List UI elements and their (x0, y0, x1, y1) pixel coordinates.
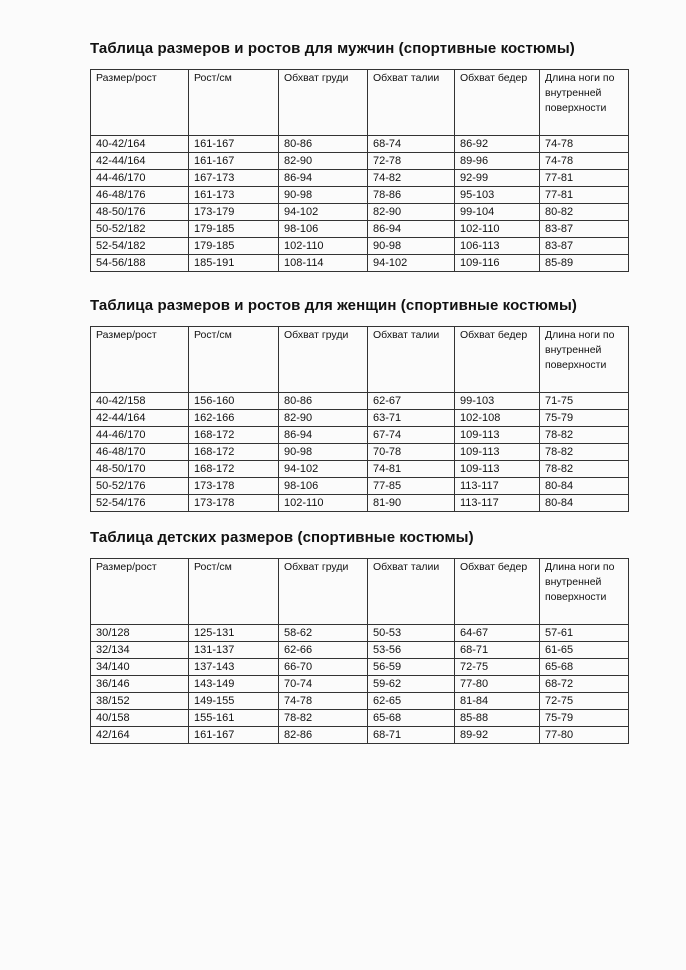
table-row (91, 427, 629, 444)
cell-chest: 90-98 (279, 444, 368, 461)
cell-height: 173-179 (189, 204, 279, 221)
cell-size: 52-54/176 (91, 495, 189, 512)
cell-inseam: 77-81 (540, 187, 629, 204)
cell-height: 162-166 (189, 410, 279, 427)
cell-hips: 109-113 (455, 444, 540, 461)
table-row (91, 642, 629, 659)
header-chest: Обхват груди (279, 70, 368, 136)
cell-waist: 74-81 (368, 461, 455, 478)
cell-size: 42/164 (91, 727, 189, 744)
header-hips: Обхват бедер (455, 327, 540, 393)
cell-hips: 77-80 (455, 676, 540, 693)
cell-size: 40-42/164 (91, 136, 189, 153)
cell-inseam: 80-84 (540, 495, 629, 512)
cell-inseam: 74-78 (540, 153, 629, 170)
cell-size: 48-50/170 (91, 461, 189, 478)
cell-size: 52-54/182 (91, 238, 189, 255)
cell-waist: 81-90 (368, 495, 455, 512)
cell-inseam: 75-79 (540, 410, 629, 427)
header-size: Размер/рост (91, 327, 189, 393)
cell-height: 173-178 (189, 478, 279, 495)
table-header-row (91, 559, 629, 625)
cell-height: 161-167 (189, 153, 279, 170)
cell-height: 161-173 (189, 187, 279, 204)
cell-inseam: 83-87 (540, 238, 629, 255)
cell-chest: 82-90 (279, 153, 368, 170)
cell-hips: 99-104 (455, 204, 540, 221)
cell-chest: 102-110 (279, 238, 368, 255)
cell-size: 44-46/170 (91, 170, 189, 187)
table-row (91, 659, 629, 676)
cell-chest: 108-114 (279, 255, 368, 272)
header-inseam: Длина ноги по внутренней поверхности (540, 70, 629, 136)
header-chest: Обхват груди (279, 559, 368, 625)
cell-height: 155-161 (189, 710, 279, 727)
cell-size: 42-44/164 (91, 153, 189, 170)
cell-chest: 94-102 (279, 461, 368, 478)
table-row (91, 136, 629, 153)
cell-chest: 94-102 (279, 204, 368, 221)
cell-size: 46-48/170 (91, 444, 189, 461)
cell-hips: 106-113 (455, 238, 540, 255)
table-header-row (91, 327, 629, 393)
cell-inseam: 65-68 (540, 659, 629, 676)
header-inseam: Длина ноги по внутренней поверхности (540, 327, 629, 393)
table-row (91, 153, 629, 170)
cell-chest: 82-90 (279, 410, 368, 427)
cell-waist: 78-86 (368, 187, 455, 204)
cell-hips: 102-110 (455, 221, 540, 238)
cell-waist: 59-62 (368, 676, 455, 693)
cell-size: 40/158 (91, 710, 189, 727)
header-waist: Обхват талии (368, 327, 455, 393)
cell-height: 156-160 (189, 393, 279, 410)
table-row (91, 461, 629, 478)
table-row (91, 255, 629, 272)
cell-size: 34/140 (91, 659, 189, 676)
cell-hips: 89-96 (455, 153, 540, 170)
cell-hips: 102-108 (455, 410, 540, 427)
cell-hips: 109-113 (455, 427, 540, 444)
cell-waist: 68-74 (368, 136, 455, 153)
women-table-title: Таблица размеров и ростов для женщин (спортивные костюмы) (90, 297, 577, 314)
cell-height: 168-172 (189, 461, 279, 478)
cell-height: 125-131 (189, 625, 279, 642)
kids-size-table (90, 558, 629, 744)
men-size-section (90, 40, 628, 272)
cell-inseam: 78-82 (540, 427, 629, 444)
cell-hips: 64-67 (455, 625, 540, 642)
table-row (91, 444, 629, 461)
cell-hips: 85-88 (455, 710, 540, 727)
cell-size: 50-52/182 (91, 221, 189, 238)
cell-hips: 109-113 (455, 461, 540, 478)
header-waist: Обхват талии (368, 70, 455, 136)
cell-size: 38/152 (91, 693, 189, 710)
cell-inseam: 77-81 (540, 170, 629, 187)
cell-hips: 95-103 (455, 187, 540, 204)
cell-chest: 58-62 (279, 625, 368, 642)
table-row (91, 238, 629, 255)
cell-inseam: 80-84 (540, 478, 629, 495)
cell-height: 131-137 (189, 642, 279, 659)
cell-inseam: 71-75 (540, 393, 629, 410)
cell-hips: 89-92 (455, 727, 540, 744)
table-row (91, 478, 629, 495)
cell-inseam: 80-82 (540, 204, 629, 221)
cell-waist: 50-53 (368, 625, 455, 642)
cell-inseam: 57-61 (540, 625, 629, 642)
cell-chest: 102-110 (279, 495, 368, 512)
cell-height: 179-185 (189, 238, 279, 255)
cell-size: 30/128 (91, 625, 189, 642)
cell-waist: 67-74 (368, 427, 455, 444)
table-header-row (91, 70, 629, 136)
cell-chest: 62-66 (279, 642, 368, 659)
cell-chest: 70-74 (279, 676, 368, 693)
cell-hips: 113-117 (455, 478, 540, 495)
table-row (91, 495, 629, 512)
cell-size: 54-56/188 (91, 255, 189, 272)
cell-waist: 94-102 (368, 255, 455, 272)
table-row (91, 221, 629, 238)
cell-chest: 74-78 (279, 693, 368, 710)
table-row (91, 187, 629, 204)
cell-size: 40-42/158 (91, 393, 189, 410)
cell-waist: 56-59 (368, 659, 455, 676)
cell-height: 173-178 (189, 495, 279, 512)
table-row (91, 204, 629, 221)
cell-size: 32/134 (91, 642, 189, 659)
header-height: Рост/см (189, 559, 279, 625)
cell-hips: 86-92 (455, 136, 540, 153)
cell-waist: 63-71 (368, 410, 455, 427)
cell-inseam: 78-82 (540, 461, 629, 478)
cell-inseam: 83-87 (540, 221, 629, 238)
header-chest: Обхват груди (279, 327, 368, 393)
cell-waist: 86-94 (368, 221, 455, 238)
cell-height: 143-149 (189, 676, 279, 693)
cell-inseam: 85-89 (540, 255, 629, 272)
cell-inseam: 77-80 (540, 727, 629, 744)
kids-table-title: Таблица детских размеров (спортивные костюмы) (90, 529, 474, 546)
cell-chest: 90-98 (279, 187, 368, 204)
cell-hips: 113-117 (455, 495, 540, 512)
cell-height: 161-167 (189, 136, 279, 153)
cell-size: 50-52/176 (91, 478, 189, 495)
cell-height: 179-185 (189, 221, 279, 238)
table-row (91, 676, 629, 693)
table-row (91, 727, 629, 744)
cell-waist: 90-98 (368, 238, 455, 255)
cell-waist: 74-82 (368, 170, 455, 187)
cell-inseam: 74-78 (540, 136, 629, 153)
kids-size-section (90, 529, 628, 744)
cell-waist: 77-85 (368, 478, 455, 495)
cell-chest: 98-106 (279, 221, 368, 238)
women-size-section (90, 297, 628, 512)
cell-height: 149-155 (189, 693, 279, 710)
cell-height: 168-172 (189, 444, 279, 461)
header-height: Рост/см (189, 70, 279, 136)
men-table-title: Таблица размеров и ростов для мужчин (спортивные костюмы) (90, 40, 575, 57)
table-row (91, 625, 629, 642)
cell-inseam: 61-65 (540, 642, 629, 659)
cell-waist: 62-67 (368, 393, 455, 410)
cell-inseam: 78-82 (540, 444, 629, 461)
header-size: Размер/рост (91, 559, 189, 625)
cell-chest: 98-106 (279, 478, 368, 495)
cell-chest: 80-86 (279, 393, 368, 410)
cell-chest: 86-94 (279, 427, 368, 444)
table-row (91, 170, 629, 187)
cell-inseam: 68-72 (540, 676, 629, 693)
cell-size: 46-48/176 (91, 187, 189, 204)
table-row (91, 710, 629, 727)
cell-height: 168-172 (189, 427, 279, 444)
cell-height: 167-173 (189, 170, 279, 187)
cell-size: 48-50/176 (91, 204, 189, 221)
header-hips: Обхват бедер (455, 559, 540, 625)
cell-waist: 82-90 (368, 204, 455, 221)
cell-hips: 99-103 (455, 393, 540, 410)
cell-chest: 66-70 (279, 659, 368, 676)
cell-inseam: 75-79 (540, 710, 629, 727)
header-inseam: Длина ноги по внутренней поверхности (540, 559, 629, 625)
table-row (91, 393, 629, 410)
cell-chest: 78-82 (279, 710, 368, 727)
header-waist: Обхват талии (368, 559, 455, 625)
cell-waist: 53-56 (368, 642, 455, 659)
header-height: Рост/см (189, 327, 279, 393)
cell-chest: 86-94 (279, 170, 368, 187)
table-row (91, 693, 629, 710)
cell-height: 137-143 (189, 659, 279, 676)
cell-hips: 72-75 (455, 659, 540, 676)
cell-chest: 80-86 (279, 136, 368, 153)
header-hips: Обхват бедер (455, 70, 540, 136)
cell-waist: 68-71 (368, 727, 455, 744)
cell-size: 44-46/170 (91, 427, 189, 444)
cell-hips: 81-84 (455, 693, 540, 710)
cell-waist: 70-78 (368, 444, 455, 461)
cell-chest: 82-86 (279, 727, 368, 744)
cell-hips: 92-99 (455, 170, 540, 187)
header-size: Размер/рост (91, 70, 189, 136)
cell-hips: 68-71 (455, 642, 540, 659)
women-size-table (90, 326, 629, 512)
cell-size: 36/146 (91, 676, 189, 693)
cell-hips: 109-116 (455, 255, 540, 272)
cell-waist: 72-78 (368, 153, 455, 170)
cell-size: 42-44/164 (91, 410, 189, 427)
cell-height: 185-191 (189, 255, 279, 272)
men-size-table (90, 69, 629, 272)
table-row (91, 410, 629, 427)
cell-height: 161-167 (189, 727, 279, 744)
cell-waist: 65-68 (368, 710, 455, 727)
cell-inseam: 72-75 (540, 693, 629, 710)
cell-waist: 62-65 (368, 693, 455, 710)
